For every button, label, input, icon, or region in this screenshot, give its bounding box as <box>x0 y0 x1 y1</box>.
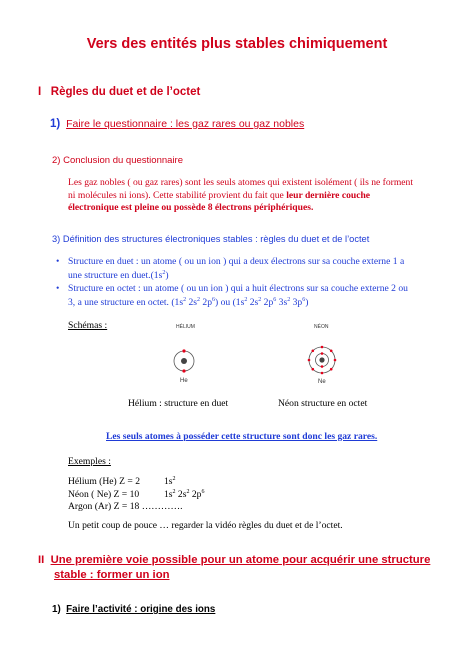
questionnaire-link[interactable]: Faire le questionnaire : les gaz rares ou gaz nobles <box>66 118 305 130</box>
section-2-line-1 <box>38 553 430 568</box>
conclusion-line-2: ni molécules ni ions). Cette stabilité provient du fait que leur dernière couche <box>68 189 371 201</box>
bullet-octet-line-2: 3, a une structure en octet. ($1s^2$ $2s^2$ $2p^6$) ou ($1s^2$ $2s^2$ $2p^6$ $3s^2$ $3p^6$) <box>68 296 309 308</box>
example-argon: Argon (Ar) Z = 18 …………. <box>68 501 183 512</box>
helium-symbol: He <box>180 378 188 384</box>
bullet-duet: • Structure en duet : un atome ( ou un ion ) qui a deux électrons sur sa couche externe 1 a une structure en $duet.(1s^2)$ <box>56 256 405 281</box>
subsection-1-1-number: 1) <box>50 118 61 130</box>
neon-diagram-label: NÉON <box>314 324 329 330</box>
helium-diagram-label: HÉLIUM <box>176 324 195 330</box>
subsection-2-1 <box>52 604 215 615</box>
page-title: Vers des entités plus stables chimiquement <box>86 36 388 52</box>
video-tip: Un petit coup de pouce … regarder la vidéo règles du duet et de l’octet. <box>68 520 343 531</box>
neon-caption: Néon structure en octet <box>278 398 368 409</box>
gaz-rares-summary: Les seuls atomes à posséder cette structure sont donc les gaz rares. <box>106 431 378 442</box>
subsection-2-1-number: 1) <box>52 604 61 615</box>
conclusion-line-1: Les gaz nobles ( ou gaz rares) sont les seuls atomes qui existent isolément ( ils ne forment <box>68 177 414 188</box>
section-2-heading <box>38 553 430 583</box>
subsection-1-3-heading: 3) Définition des structures électroniques stables : règles du duet et de l’octet <box>52 234 370 244</box>
neon-symbol: Ne <box>318 379 326 385</box>
section-1-number: I <box>38 86 42 98</box>
schemas-label: Schémas : <box>68 320 108 331</box>
example-helium: Hélium (He) Z = 2 $1s^2$ <box>68 475 176 487</box>
conclusion-paragraph <box>68 177 468 215</box>
section-1-title: Règles du duet et de l’octet <box>50 86 201 98</box>
section-2-title: Une première voie possible pour un atome pour acquérir une structure <box>50 554 431 566</box>
subsection-1-1 <box>50 118 304 130</box>
section-2-number: II <box>38 554 45 566</box>
section-1-heading <box>38 86 200 98</box>
examples-list <box>68 475 205 514</box>
examples-label: Exemples : <box>68 456 111 467</box>
bullet-duet-line-2: une structure en $duet.(1s^2)$ <box>68 269 169 281</box>
subsection-1-2-heading: 2) Conclusion du questionnaire <box>52 155 183 166</box>
example-neon: Néon ( Ne) Z = 10 $1s^2$ $2s^2$ $2p^6$ <box>68 488 205 500</box>
helium-atom-diagram <box>172 349 196 373</box>
activity-link[interactable]: Faire l’activité : origine des ions <box>66 604 216 615</box>
conclusion-line-3: électronique est pleine ou possède 8 électrons périphériques. <box>68 202 314 213</box>
section-2-title-line-2: stable : former un ion <box>54 569 170 581</box>
bullet-octet: • Structure en octet : un atome ( ou un ion ) qui a huit électrons sur sa couche externe 2 ou 3, a une structure en octet. ($1s^2$ $2s^2$ $2p^6$) ou ($1s^2$ $2s^2$ $2p^6$ $3s^2$ $3p^6$) <box>56 283 408 308</box>
helium-caption: Hélium : structure en duet <box>128 398 229 409</box>
bullet-duet-line-1: Structure en duet : un atome ( ou un ion ) qui a deux électrons sur sa couche externe 1 a <box>68 256 405 267</box>
neon-atom-diagram <box>307 345 337 375</box>
bullet-octet-line-1: Structure en octet : un atome ( ou un ion ) qui a huit électrons sur sa couche externe 2 ou <box>68 283 408 294</box>
